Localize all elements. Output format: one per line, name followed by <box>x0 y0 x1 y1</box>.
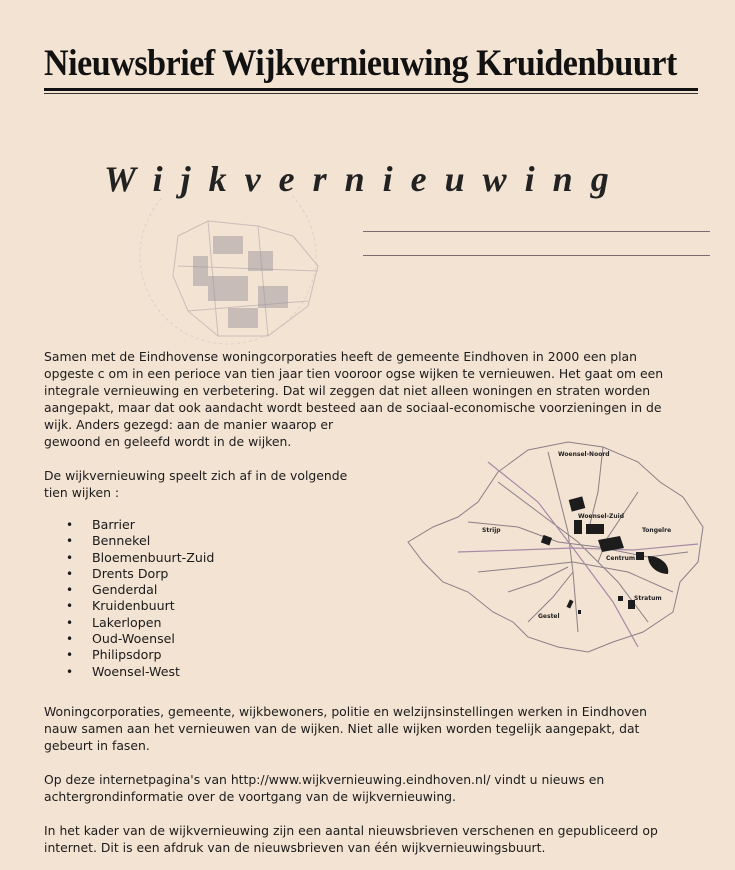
title-underline <box>44 88 698 91</box>
list-intro-line: De wijkvernieuwing speelt zich af in de volgende <box>44 468 348 483</box>
list-item: • Woensel-West <box>66 664 214 680</box>
list-item: • Drents Dorp <box>66 566 214 582</box>
list-item: • Kruidenbuurt <box>66 598 214 614</box>
map-label: Woensel-Noord <box>558 451 610 458</box>
list-item: • Philipsdorp <box>66 647 214 663</box>
body-line: internet. Dit is een afdruk van de nieuwsbrieven van één wijkvernieuwingsbuurt. <box>44 840 546 855</box>
map-label: Strijp <box>482 527 501 534</box>
list-item: • Genderdal <box>66 582 214 598</box>
wijken-list <box>66 517 214 680</box>
intro-line: wijk. Anders gezegd: aan de manier waarop er <box>44 417 334 432</box>
intro-line: gewoond en geleefd wordt in de wijken. <box>44 434 292 449</box>
map-label: Stratum <box>634 595 662 602</box>
section-heading: Wijkvernieuwing <box>104 159 627 199</box>
map-label: Tongelre <box>642 527 672 534</box>
faded-city-map-image <box>118 196 354 346</box>
list-intro-line: tien wijken : <box>44 485 120 500</box>
body-line: achtergrondinformatie over de voortgang van de wijkvernieuwing. <box>44 789 456 804</box>
body-line: Op deze internetpagina's van http://www.wijkvernieuwing.eindhoven.nl/ vindt u nieuws en <box>44 772 605 787</box>
map-label: Gestel <box>538 613 560 620</box>
newsletter-title: Nieuwsbrief Wijkvernieuwing Kruidenbuurt <box>44 43 677 84</box>
list-item: • Bennekel <box>66 533 214 549</box>
intro-line: opgeste c om in een perioce van tien jaar tien vooroor ogse wijken te vernieuwen. Het gaat om een <box>44 366 664 381</box>
title-underline-thin <box>44 93 698 94</box>
list-item: • Barrier <box>66 517 214 533</box>
body-line: Woningcorporaties, gemeente, wijkbewoners, politie en welzijnsinstellingen werken in Eindhoven <box>44 704 647 719</box>
eindhoven-districts-map <box>398 432 710 654</box>
rule-line <box>363 255 710 256</box>
list-item: • Oud-Woensel <box>66 631 214 647</box>
rule-line <box>363 231 710 232</box>
list-item: • Lakerlopen <box>66 615 214 631</box>
intro-line: Samen met de Eindhovense woningcorporaties heeft de gemeente Eindhoven in 2000 een plan <box>44 349 637 364</box>
list-item: • Bloemenbuurt-Zuid <box>66 550 214 566</box>
map-label: Centrum <box>606 555 636 562</box>
intro-line: integrale vernieuwing en verbetering. Dat wil zeggen dat niet alleen woningen en straten worden <box>44 383 651 398</box>
body-line: In het kader van de wijkvernieuwing zijn een aantal nieuwsbrieven verschenen en gepubliceerd op <box>44 823 658 838</box>
body-line: gebeurt in fasen. <box>44 738 150 753</box>
map-label: Woensel-Zuid <box>578 513 625 520</box>
intro-line: aangepakt, maar dat ook aandacht wordt besteed aan de sociaal-economische voorzieningen in de <box>44 400 662 415</box>
body-line: nauw samen aan het vernieuwen van de wijken. Niet alle wijken worden tegelijk aangepakt, dat <box>44 721 640 736</box>
